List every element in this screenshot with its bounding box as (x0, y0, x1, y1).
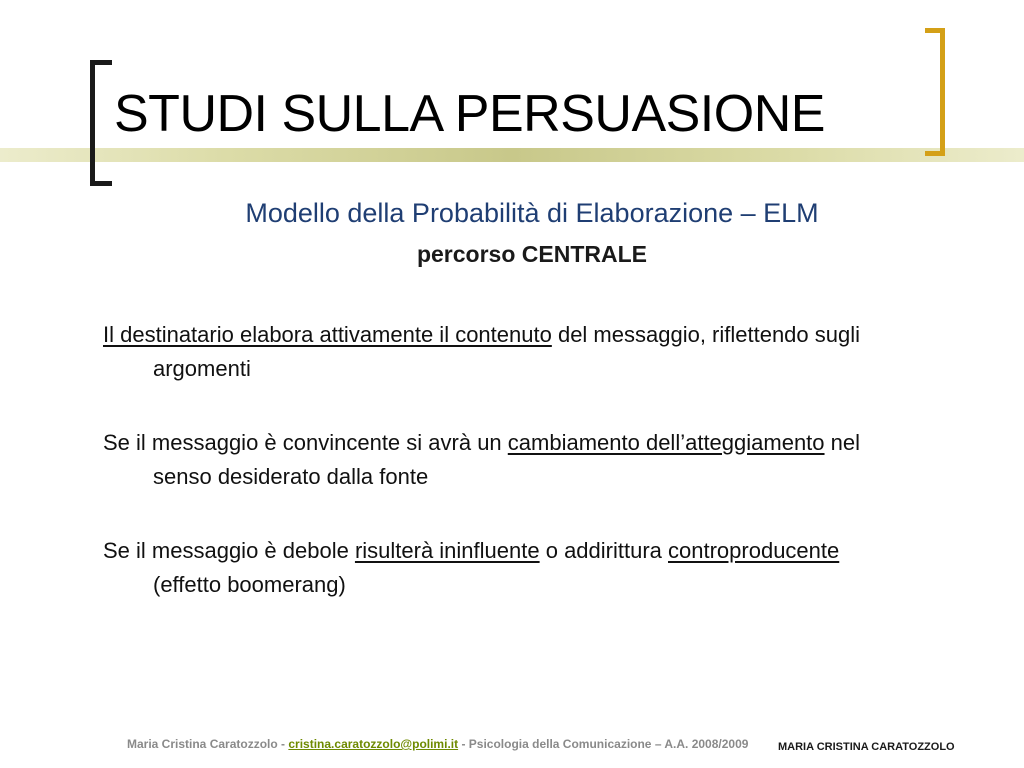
footer-course: - Psicologia della Comunicazione – A.A. 2008/2009 (458, 737, 749, 751)
underlined-phrase: risulterà ininfluente (354, 538, 540, 563)
slide-subtitle: Modello della Probabilità di Elaborazione – ELM (245, 198, 819, 228)
underlined-phrase-2: controproducente (668, 538, 840, 563)
footer-author: Maria Cristina Caratozzolo (127, 737, 278, 751)
paragraph-lead: Se il messaggio è debole (103, 538, 355, 563)
paragraph-text: nel senso desiderato dalla fonte (153, 430, 861, 489)
title-band (0, 148, 1024, 162)
underlined-phrase: Il destinatario elabora attivamente il contenuto (103, 322, 552, 347)
paragraph-text: (effetto boomerang) (153, 572, 346, 597)
slide-subheading: percorso CENTRALE (416, 241, 648, 267)
paragraph-lead: Se il messaggio è convincente si avrà un (103, 430, 508, 455)
footer-author-caps: MARIA CRISTINA CARATOZZOLO (778, 741, 955, 753)
slide-footer (127, 737, 748, 751)
right-bracket-decoration (925, 28, 945, 156)
paragraph-middle: o addirittura (539, 538, 669, 563)
paragraph-convincing-message (103, 426, 883, 494)
slide-title: STUDI SULLA PERSUASIONE (114, 85, 825, 143)
paragraph-text: del messaggio, riflettendo sugli argomenti (153, 322, 861, 381)
left-bracket-decoration (90, 60, 112, 186)
footer-email-link[interactable]: cristina.caratozzolo@polimi.it (288, 737, 459, 751)
paragraph-central-route (103, 318, 883, 386)
slide-body (103, 318, 883, 642)
paragraph-weak-message (103, 534, 883, 602)
underlined-phrase: cambiamento dell’atteggiamento (507, 430, 825, 455)
footer-separator: - (277, 737, 289, 751)
